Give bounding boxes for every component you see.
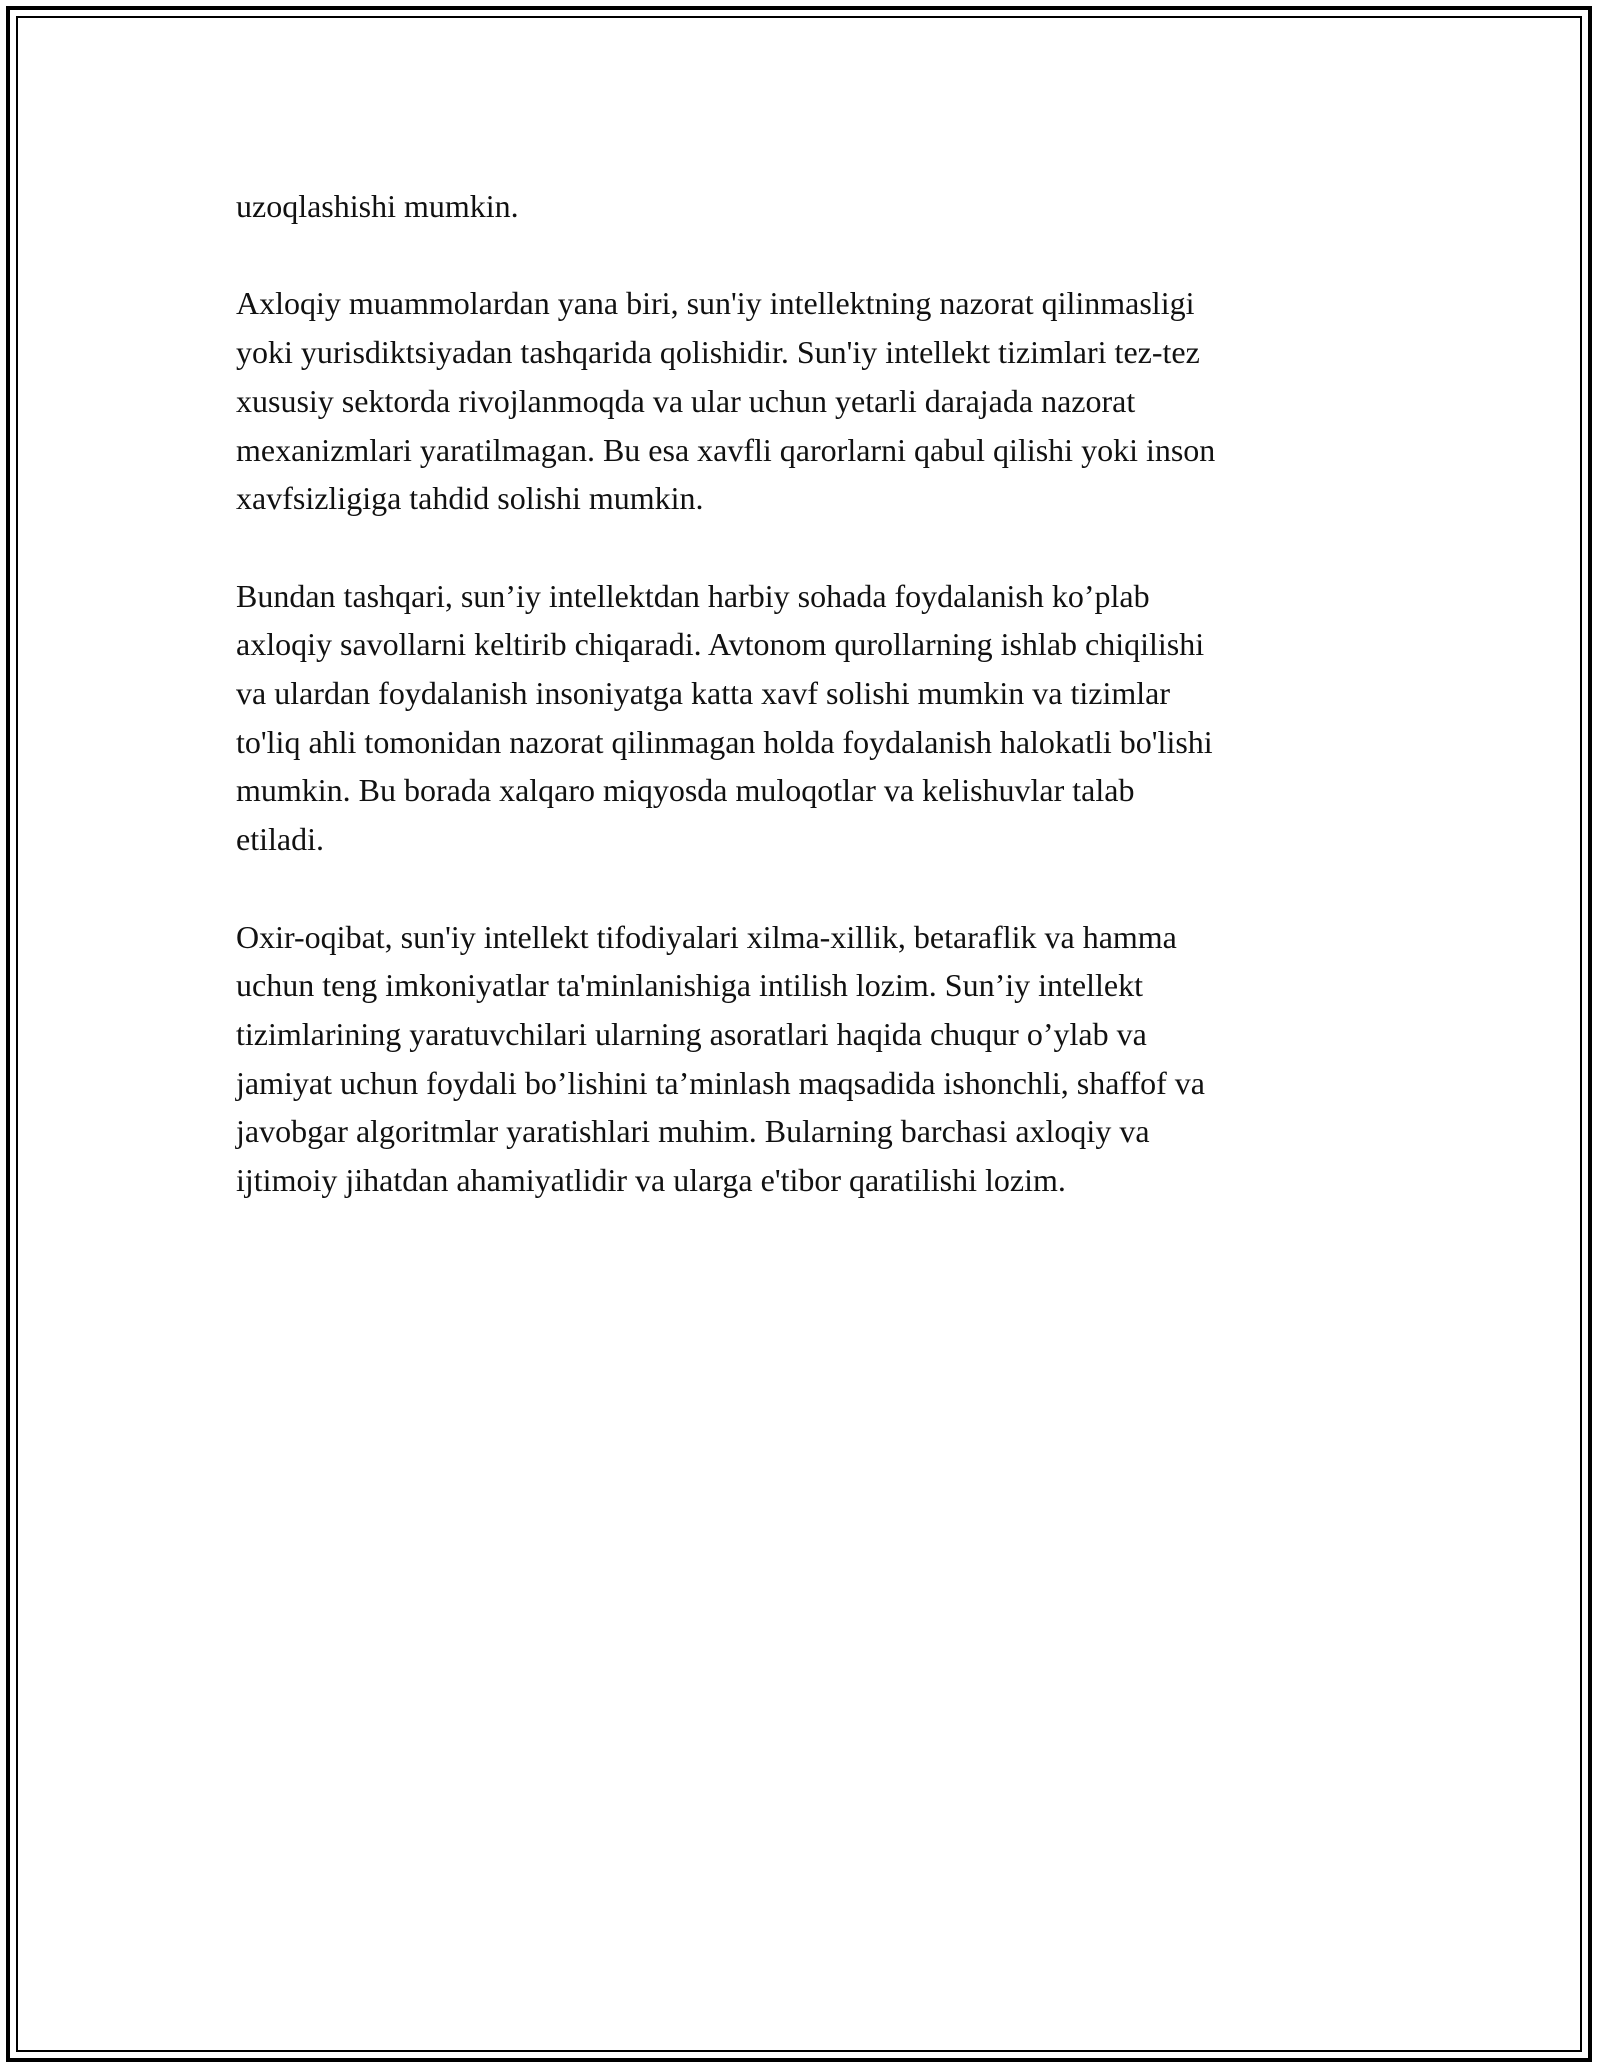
text-line: Oxir-oqibat, sun'iy intellekt tifodiyalari xilma-xillik, betaraflik va hamma — [236, 918, 1177, 955]
text-line: mexanizmlari yaratilmagan. Bu esa xavfli qarorlarni qabul qilishi yoki inson — [236, 431, 1216, 468]
document-body — [236, 182, 1376, 1253]
text-line: yoki yurisdiktsiyadan tashqarida qolishidir. Sun'iy intellekt tizimlari tez-tez — [236, 334, 1200, 371]
text-line: etiladi. — [236, 821, 324, 858]
text-line: mumkin. Bu borada xalqaro miqyosda muloqotlar va kelishuvlar talab — [236, 772, 1135, 809]
text-line: Bundan tashqari, sun’iy intellektdan harbiy sohada foydalanish ko’plab — [236, 577, 1150, 614]
text-line: uzoqlashishi mumkin. — [236, 188, 519, 224]
text-line: Axloqiy muammolardan yana biri, sun'iy intellektning nazorat qilinmasligi — [236, 285, 1195, 322]
text-line: xavfsizligiga tahdid solishi mumkin. — [236, 480, 704, 517]
text-line: axloqiy savollarni keltirib chiqaradi. Avtonom qurollarning ishlab chiqilishi — [236, 626, 1205, 663]
text-line: tizimlarining yaratuvchilari ularning asoratlari haqida chuqur o’ylab va — [236, 1015, 1147, 1052]
paragraph-4 — [236, 913, 1376, 1205]
text-line: to'liq ahli tomonidan nazorat qilinmagan holda foydalanish halokatli bo'lishi — [236, 723, 1213, 760]
text-line: uchun teng imkoniyatlar ta'minlanishiga intilish lozim. Sun’iy intellekt — [236, 967, 1143, 1004]
paragraph-3 — [236, 572, 1376, 864]
text-line: ijtimoiy jihatdan ahamiyatlidir va ularga e'tibor qaratilishi lozim. — [236, 1162, 1066, 1199]
text-line: jamiyat uchun foydali bo’lishini ta’minlash maqsadida ishonchli, shaffof va — [236, 1064, 1205, 1101]
text-line: javobgar algoritmlar yaratishlari muhim. Bularning barchasi axloqiy va — [236, 1113, 1150, 1150]
text-line: xususiy sektorda rivojlanmoqda va ular uchun yetarli darajada nazorat — [236, 382, 1136, 419]
text-line: va ulardan foydalanish insoniyatga katta xavf solishi mumkin va tizimlar — [236, 675, 1170, 711]
paragraph-1 — [236, 182, 1376, 231]
paragraph-2 — [236, 279, 1376, 523]
